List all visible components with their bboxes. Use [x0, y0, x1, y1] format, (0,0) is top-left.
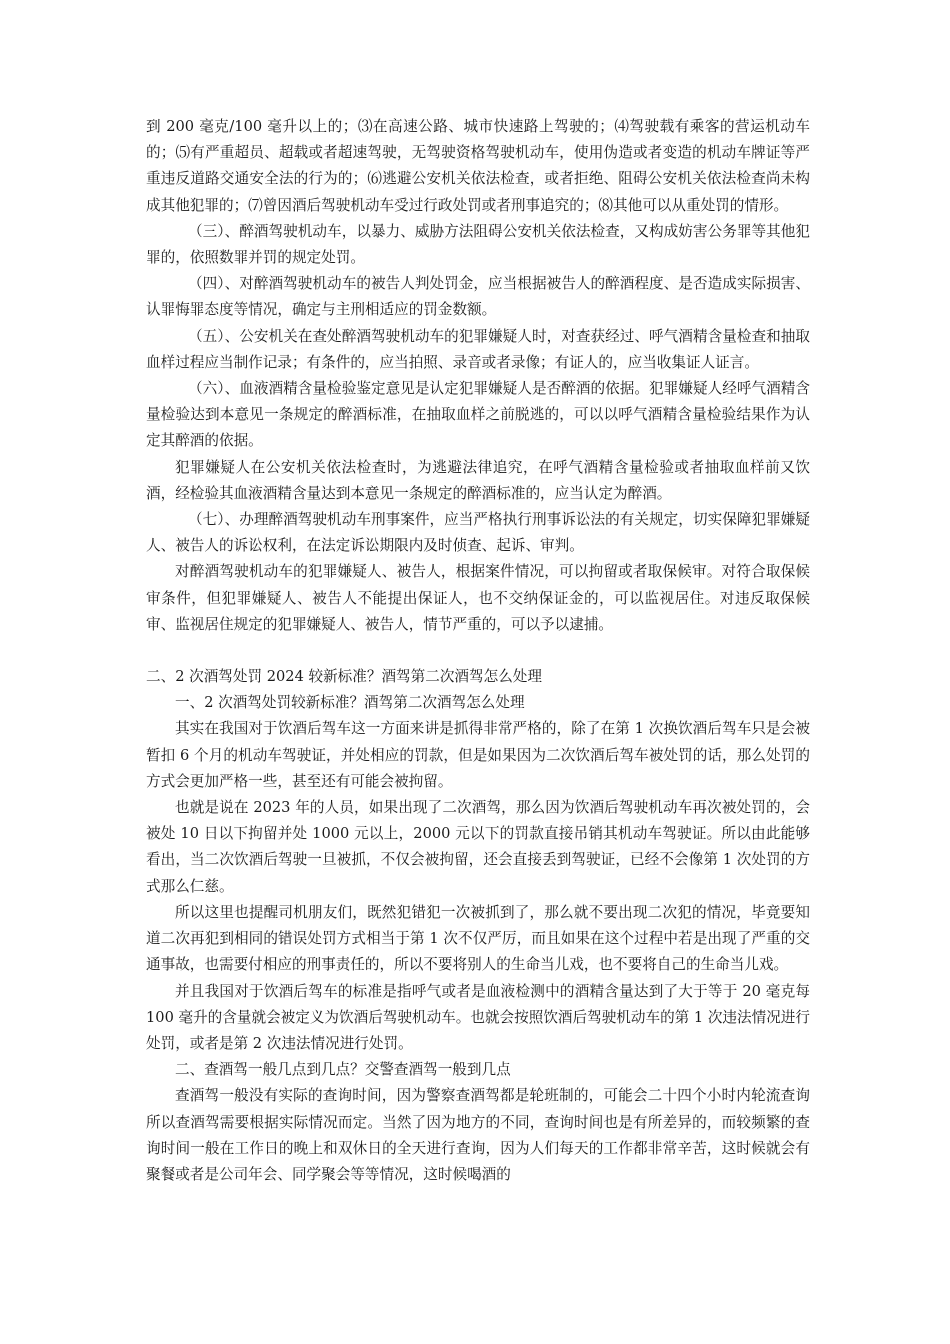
paragraph-clause-4: （四）、对醉酒驾驶机动车的被告人判处罚金，应当根据被告人的醉酒程度、是否造成实际损害、认罪悔罪态度等情况，确定与主刑相适应的罚金数额。	[146, 275, 810, 319]
paragraph-clause-7: （七）、办理醉酒驾驶机动车刑事案件，应当严格执行刑事诉讼法的有关规定，切实保障犯罪嫌疑人、被告人的诉讼权利，在法定诉讼期限内及时侦查、起诉、审判。	[146, 511, 810, 555]
document-page	[146, 114, 810, 1188]
paragraph-clause-6: （六）、血液酒精含量检验鉴定意见是认定犯罪嫌疑人是否醉酒的依据。犯罪嫌疑人经呼气酒精含量检验达到本意见一条规定的醉酒标准，在抽取血样之前脱逃的，可以以呼气酒精含量检验结果作为认定其醉酒的依据。	[146, 380, 810, 450]
paragraph-second-offense-4: 并且我国对于饮酒后驾车的标准是指呼气或者是血液检测中的酒精含量达到了大于等于 20 毫克每 100 毫升的含量就会被定义为饮酒后驾驶机动车。也就会按照饮酒后驾驶机动车的第 1 次违法情况进行处罚，或者是第 2 次违法情况进行处罚。	[146, 982, 810, 1052]
paragraph-second-offense-3: 所以这里也提醒司机朋友们，既然犯错犯一次被抓到了，那么就不要出现二次犯的情况，毕竟要知道二次再犯到相同的错误处罚方式相当于第 1 次不仅严厉，而且如果在这个过程中若是出现了严重的交通事故，也需要付相应的刑事责任的，所以不要将别人的生命当儿戏，也不要将自己的生命当儿戏。	[146, 903, 810, 974]
section-heading: 二、2 次酒驾处罚 2024 较新标准？酒驾第二次酒驾怎么处理	[146, 668, 543, 686]
paragraph-clause-3: （三）、醉酒驾驶机动车，以暴力、威胁方法阻碍公安机关依法检查，又构成妨害公务罪等其他犯罪的，依照数罪并罚的规定处罚。	[146, 222, 810, 267]
paragraph-clause-6-cont: 犯罪嫌疑人在公安机关依法检查时，为逃避法律追究，在呼气酒精含量检验或者抽取血样前又饮酒，经检验其血液酒精含量达到本意见一条规定的醉酒标准的，应当认定为醉酒。	[146, 458, 810, 502]
section-spacer	[146, 638, 810, 664]
paragraph-aggravating-circumstances: 到 200 毫克/100 毫升以上的；⑶在高速公路、城市快速路上驾驶的；⑷驾驶载有乘客的营运机动车的；⑸有严重超员、超载或者超速驾驶，无驾驶资格驾驶机动车，使用伪造或者变造的机动车牌证等严重违反道路交通安全法的行为的；⑹逃避公安机关依法检查，或者拒绝、阻碍公安机关依法检查尚未构成其他犯罪的；⑺曾因酒后驾驶机动车受过行政处罚或者刑事追究的；⑻其他可以从重处罚的情形。	[146, 118, 810, 214]
subheading-check-hours: 二、查酒驾一般几点到几点？交警查酒驾一般到几点	[175, 1061, 511, 1079]
paragraph-clause-5: （五）、公安机关在查处醉酒驾驶机动车的犯罪嫌疑人时，对查获经过、呼气酒精含量检查和抽取血样过程应当制作记录；有条件的，应当拍照、录音或者录像；有证人的，应当收集证人证言。	[146, 327, 810, 371]
paragraph-second-offense-1: 其实在我国对于饮酒后驾车这一方面来讲是抓得非常严格的，除了在第 1 次换饮酒后驾车只是会被暂扣 6 个月的机动车驾驶证，并处相应的罚款，但是如果因为二次饮酒后驾车被处罚的话，那么处罚的方式会更加严格一些，甚至还有可能会被拘留。	[146, 720, 810, 790]
paragraph-second-offense-2: 也就是说在 2023 年的人员，如果出现了二次酒驾，那么因为饮酒后驾驶机动车再次被处罚的，会被处 10 日以下拘留并处 1000 元以上，2000 元以下的罚款直接吊销其机动车驾驶证。所以由此能够看出，当二次饮酒后驾驶一旦被抓，不仅会被拘留，还会直接丢到驾驶证，已经不会像第 1 次处罚的方式那么仁慈。	[146, 799, 810, 895]
paragraph-check-hours-1: 查酒驾一般没有实际的查询时间，因为警察查酒驾都是轮班制的，可能会二十四个小时内轮流查询所以查酒驾需要根据实际情况而定。当然了因为地方的不同，查询时间也是有所差异的，而较频繁的查询时间一般在工作日的晚上和双休日的全天进行查询，因为人们每天的工作都非常辛苦，这时候就会有聚餐或者是公司年会、同学聚会等等情况，这时候喝酒的	[146, 1087, 810, 1183]
paragraph-clause-7-cont: 对醉酒驾驶机动车的犯罪嫌疑人、被告人，根据案件情况，可以拘留或者取保候审。对符合取保候审条件，但犯罪嫌疑人、被告人不能提出保证人，也不交纳保证金的，可以监视居住。对违反取保候审、监视居住规定的犯罪嫌疑人、被告人，情节严重的，可以予以逮捕。	[146, 563, 810, 633]
subheading-second-offense: 一、2 次酒驾处罚较新标准？酒驾第二次酒驾怎么处理	[175, 694, 525, 712]
